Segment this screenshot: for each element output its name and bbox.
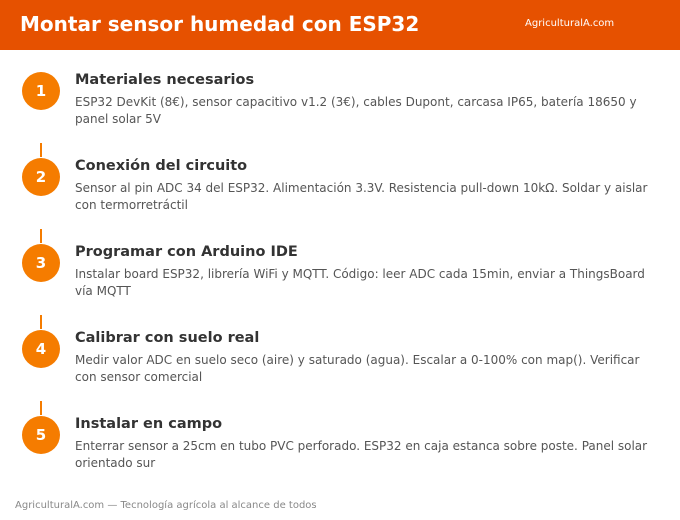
step-title: Programar con Arduino IDE: [75, 244, 298, 260]
step-connector: [40, 229, 42, 243]
step-title: Conexión del circuito: [75, 158, 248, 174]
step-title: Instalar en campo: [75, 416, 223, 432]
step-number-badge: 3: [22, 244, 60, 282]
page-title: Montar sensor humedad con ESP32: [20, 12, 420, 36]
footer-text: AgriculturalA.com — Tecnología agrícola al alcance de todos: [15, 500, 317, 511]
header-bar: [0, 0, 680, 50]
step-title: Calibrar con suelo real: [75, 330, 260, 346]
step-description: Instalar board ESP32, librería WiFi y MQTT. Código: leer ADC cada 15min, enviar a ThingsBoard vía MQTT: [75, 267, 645, 298]
step-number-badge: 5: [22, 416, 60, 454]
step-description: ESP32 DevKit (8€), sensor capacitivo v1.2 (3€), cables Dupont, carcasa IP65, batería 18650 y panel solar 5V: [75, 95, 637, 126]
step-connector: [40, 401, 42, 415]
step-number-badge: 4: [22, 330, 60, 368]
step-connector: [40, 315, 42, 329]
step-number-badge: 2: [22, 158, 60, 196]
step-description: Medir valor ADC en suelo seco (aire) y saturado (agua). Escalar a 0-100% con map(). Verificar con sensor comercial: [75, 353, 640, 384]
brand-label: AgriculturalA.com: [525, 18, 615, 29]
step-title: Materiales necesarios: [75, 72, 255, 88]
step-number-badge: 1: [22, 72, 60, 110]
step-connector: [40, 143, 42, 157]
step-description: Sensor al pin ADC 34 del ESP32. Alimentación 3.3V. Resistencia pull-down 10kΩ. Soldar y aislar con termorretráctil: [75, 181, 648, 212]
step-description: Enterrar sensor a 25cm en tubo PVC perforado. ESP32 en caja estanca sobre poste. Panel solar orientado sur: [75, 439, 648, 470]
